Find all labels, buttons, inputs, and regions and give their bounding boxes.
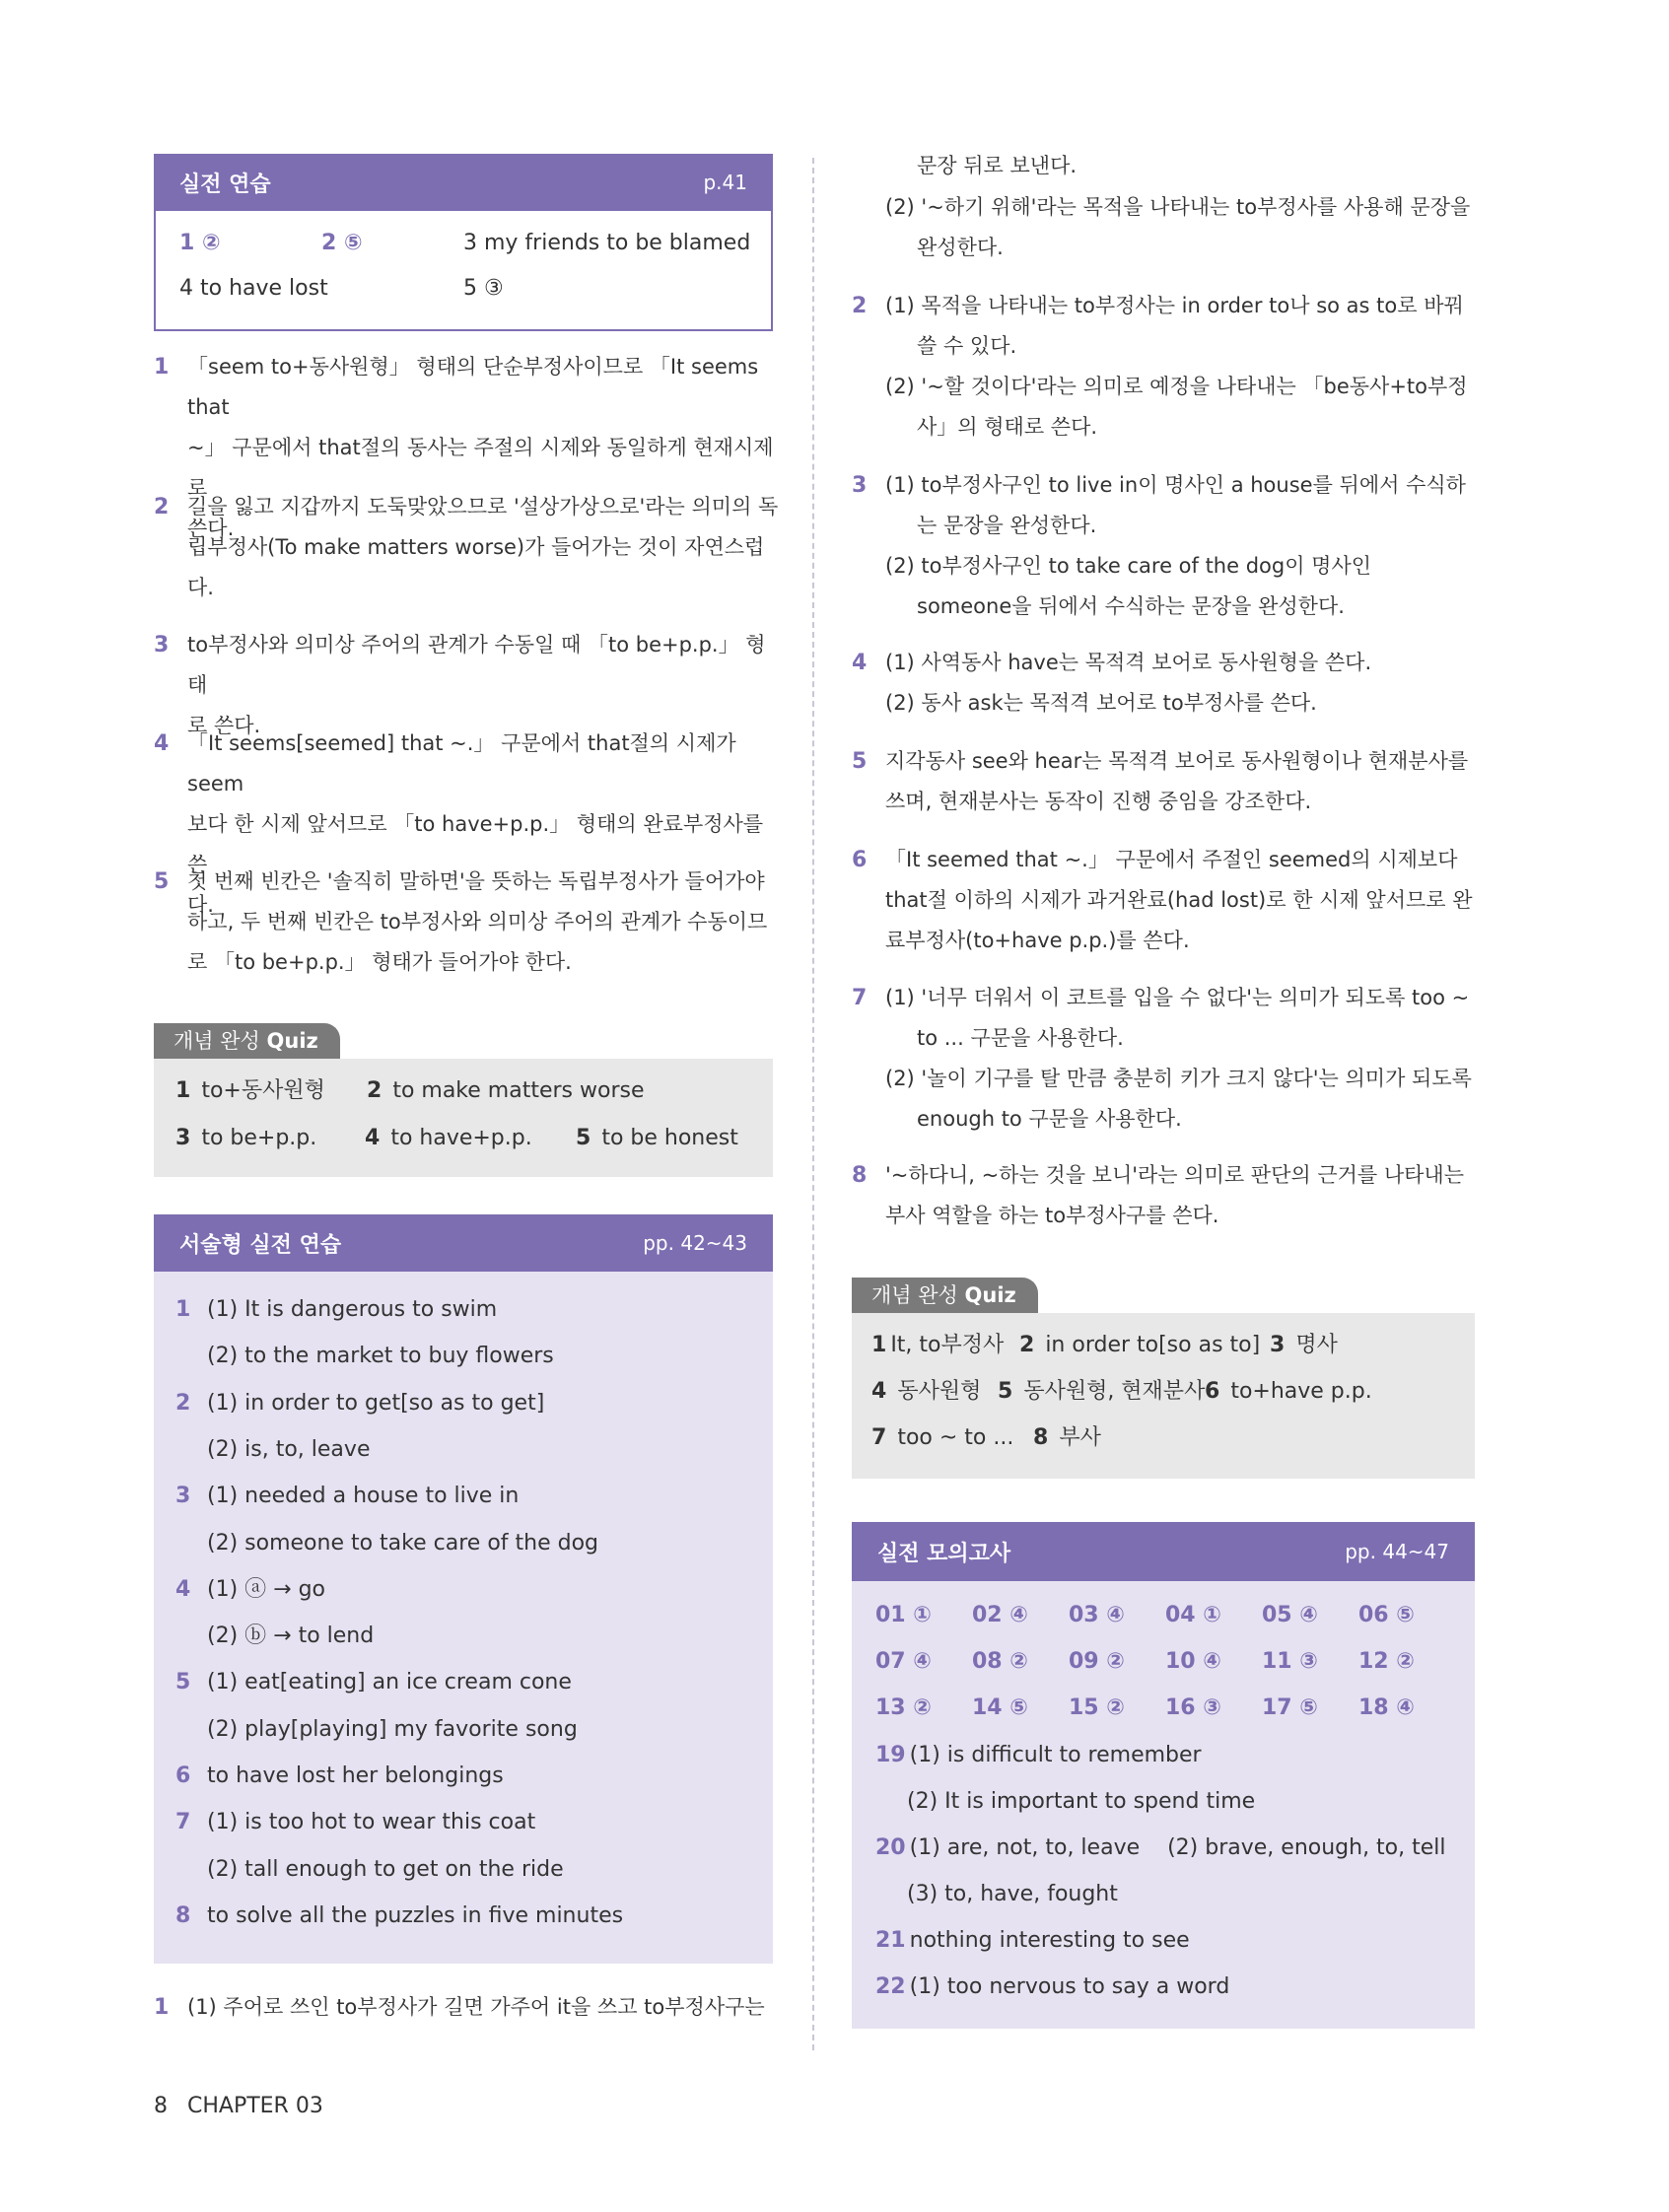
- quiz1-item-4: 4 to have+p.p.: [365, 1126, 532, 1150]
- quiz1-item-2: 2 to make matters worse: [367, 1078, 645, 1103]
- expl-line: 다.: [187, 576, 214, 599]
- practice-expl-5: [154, 862, 785, 983]
- mock-mc-answer: 11 ③: [1262, 1649, 1318, 1674]
- expl-line: 립부정사(To make matters worse)가 들어가는 것이 자연스럽: [187, 535, 765, 559]
- written-header: [154, 1214, 773, 1272]
- mock-mc-answer: 07 ④: [875, 1649, 932, 1674]
- mock-written-line: 21 nothing interesting to see: [875, 1928, 1190, 1953]
- expl-line: 지각동사 see와 hear는 목적격 보어로 동사원형이나 현재분사를: [885, 749, 1469, 773]
- mock-mc-answer: 08 ②: [972, 1649, 1028, 1674]
- expl-line: to부정사와 의미상 주어의 관계가 수동일 때 「to be+p.p.」 형태: [187, 633, 766, 697]
- right-expl-8: [852, 1155, 1483, 1236]
- practice-answer-2: 2 ⑤: [321, 231, 363, 255]
- expl-line: 「It seemed that ~.」 구문에서 주절인 seemed의 시제보다: [885, 848, 1458, 871]
- mock-mc-answer: 10 ④: [1165, 1649, 1221, 1674]
- quiz2-item-1: 1 It, to부정사: [871, 1333, 1005, 1357]
- expl-line: 쓰며, 현재분사는 동작이 진행 중임을 강조한다.: [885, 790, 1312, 813]
- mock-mc-answer: 15 ②: [1069, 1695, 1125, 1720]
- expl-line: 는 문장을 완성한다.: [917, 514, 1097, 537]
- expl-number: 5: [154, 869, 170, 894]
- quiz2-item-8: 8 부사: [1033, 1425, 1101, 1450]
- mock-written-line: (2) It is important to spend time: [907, 1789, 1256, 1814]
- practice-answer-4: 4 to have lost: [179, 276, 328, 301]
- expl-line: 료부정사(to+have p.p.)를 쓴다.: [885, 929, 1190, 952]
- practice-title: 실전 연습: [179, 172, 271, 197]
- expl-number: 3: [852, 473, 868, 498]
- expl-line: 완성한다.: [917, 236, 1004, 259]
- expl-line: '~하다니, ~하는 것을 보니'라는 의미로 판단의 근거를 나타내는: [885, 1163, 1465, 1187]
- written-answers-box: [154, 1272, 773, 1964]
- mock-mc-answer: 13 ②: [875, 1695, 932, 1720]
- written-answer-line: 6 to have lost her belongings: [175, 1763, 504, 1788]
- mock-mc-answer: 03 ④: [1069, 1603, 1125, 1627]
- written-answer-line: (2) ⓑ → to lend: [207, 1624, 375, 1649]
- expl-line: 「seem to+동사원형」 형태의 단순부정사이므로 「It seems that: [187, 355, 759, 419]
- quiz2-item-6: 6 to+have p.p.: [1205, 1379, 1372, 1404]
- quiz1-item-5: 5 to be honest: [576, 1126, 738, 1150]
- expl-line: 「It seems[seemed] that ~.」 구문에서 that절의 시제가 seem: [187, 731, 736, 795]
- mock-mc-answer: 05 ④: [1262, 1603, 1318, 1627]
- mock-mc-answer: 12 ②: [1358, 1649, 1415, 1674]
- expl-number: 3: [154, 633, 170, 657]
- practice-answers-box: [154, 211, 773, 331]
- expl-line: (1) 목적을 나타내는 to부정사는 in order to나 so as to로 바꿔: [885, 294, 1464, 317]
- expl-number: 7: [852, 986, 868, 1010]
- right-expl-3: [852, 465, 1483, 627]
- quiz2-item-2: 2 in order to[so as to]: [1019, 1333, 1261, 1357]
- written-title: 서술형 실전 연습: [179, 1232, 342, 1258]
- practice-expl-2: [154, 487, 785, 608]
- written-answer-line: (2) someone to take care of the dog: [207, 1530, 598, 1555]
- expl-line: 로 「to be+p.p.」 형태가 들어가야 한다.: [187, 950, 572, 974]
- right-expl-7: [852, 978, 1483, 1140]
- mock-written-line: (3) to, have, fought: [907, 1882, 1118, 1906]
- expl-line: 부사 역할을 하는 to부정사구를 쓴다.: [885, 1204, 1219, 1227]
- written-answer-line: (2) play[playing] my favorite song: [207, 1716, 578, 1742]
- mock-title: 실전 모의고사: [877, 1541, 1011, 1566]
- mock-mc-answer: 01 ①: [875, 1603, 932, 1627]
- expl-line: (1) '너무 더워서 이 코트를 입을 수 없다'는 의미가 되도록 too ~: [885, 986, 1470, 1009]
- written-page: pp. 42~43: [643, 1231, 747, 1255]
- quiz1-box: [154, 1059, 773, 1177]
- expl-line: 다.: [187, 893, 214, 917]
- expl-line: 쓴다.: [187, 517, 235, 540]
- right-expl-0: [852, 146, 1483, 186]
- quiz1-tab: 개념 완성 Quiz: [154, 1023, 340, 1059]
- written-answer-line: 3 (1) needed a house to live in: [175, 1484, 520, 1509]
- page-number: 8: [154, 2094, 168, 2118]
- right-expl-1: [852, 187, 1483, 268]
- expl-line: 첫 번째 빈칸은 '솔직히 말하면'을 뜻하는 독립부정사가 들어가야: [187, 869, 765, 893]
- mock-mc-answer: 16 ③: [1165, 1695, 1221, 1720]
- expl-line: (2) 동사 ask는 목적격 보어로 to부정사를 쓴다.: [885, 691, 1317, 715]
- written-answer-line: 8 to solve all the puzzles in five minutes: [175, 1902, 624, 1928]
- mock-written-line: 19 (1) is difficult to remember: [875, 1743, 1202, 1767]
- expl-line: (2) to부정사구인 to take care of the dog이 명사인: [885, 554, 1372, 578]
- quiz1-item-1: 1 to+동사원형: [175, 1078, 325, 1103]
- mock-answers-box: [852, 1581, 1475, 2029]
- mock-mc-answer: 04 ①: [1165, 1603, 1221, 1627]
- expl-line: 문장 뒤로 보낸다.: [917, 154, 1078, 177]
- expl-number: 8: [852, 1163, 868, 1188]
- expl-line: 사」의 형태로 쓴다.: [917, 415, 1098, 439]
- expl-number: 1: [154, 355, 170, 380]
- mock-page: pp. 44~47: [1345, 1540, 1449, 1563]
- quiz2-item-4: 4 동사원형: [871, 1379, 982, 1404]
- expl-line: 쓸 수 있다.: [917, 334, 1017, 358]
- expl-number: 6: [852, 848, 868, 872]
- expl-number: 4: [154, 731, 170, 756]
- quiz2-tab: 개념 완성 Quiz: [852, 1278, 1038, 1313]
- practice-header: [154, 154, 773, 211]
- mock-header: [852, 1522, 1475, 1581]
- expl-line: (2) '~하기 위해'라는 목적을 나타내는 to부정사를 사용해 문장을: [885, 195, 1471, 219]
- expl-line: enough to 구문을 사용한다.: [917, 1107, 1182, 1131]
- expl-line: (1) 사역동사 have는 목적격 보어로 동사원형을 쓴다.: [885, 651, 1372, 674]
- written-answer-line: (2) to the market to buy flowers: [207, 1344, 554, 1369]
- expl-line: (2) '놀이 기구를 탈 만큼 충분히 키가 크지 않다'는 의미가 되도록: [885, 1067, 1472, 1090]
- practice-answer-5: 5 ③: [463, 276, 504, 301]
- written-answer-line: 1 (1) It is dangerous to swim: [175, 1297, 498, 1322]
- right-expl-6: [852, 840, 1483, 961]
- expl-number: 2: [154, 495, 170, 519]
- expl-line: to ... 구문을 사용한다.: [917, 1026, 1124, 1050]
- expl-line: someone을 뒤에서 수식하는 문장을 완성한다.: [917, 594, 1345, 618]
- mock-written-line: 20 (1) are, not, to, leave (2) brave, enough, to, tell: [875, 1835, 1446, 1860]
- quiz2-box: [852, 1313, 1475, 1479]
- written-answer-line: (2) is, to, leave: [207, 1436, 371, 1462]
- expl-line: that절 이하의 시제가 과거완료(had lost)로 한 시제 앞서므로 완: [885, 888, 1473, 912]
- mock-mc-answer: 09 ②: [1069, 1649, 1125, 1674]
- expl-number: 2: [852, 294, 868, 318]
- written-expl-1: 1 (1) 주어로 쓰인 to부정사가 길면 가주어 it을 쓰고 to부정사구는: [154, 1995, 765, 2020]
- right-expl-2: [852, 286, 1483, 448]
- mock-mc-answer: 18 ④: [1358, 1695, 1415, 1720]
- right-expl-5: [852, 741, 1483, 822]
- page-footer: [154, 2094, 323, 2118]
- expl-line: (2) '~할 것이다'라는 의미로 예정을 나타내는 「be동사+to부정: [885, 375, 1468, 398]
- quiz2-item-3: 3 명사: [1270, 1333, 1338, 1357]
- chapter-label: CHAPTER 03: [187, 2094, 323, 2118]
- mock-mc-answer: 02 ④: [972, 1603, 1028, 1627]
- expl-line: ~」 구문에서 that절의 동사는 주절의 시제와 동일하게 현재시제로: [187, 436, 774, 500]
- quiz2-item-7: 7 too ~ to ...: [871, 1425, 1014, 1450]
- quiz2-item-5: 5 동사원형, 현재분사: [998, 1379, 1206, 1404]
- practice-answer-3: 3 my friends to be blamed: [463, 231, 751, 255]
- mock-mc-answer: 17 ⑤: [1262, 1695, 1318, 1720]
- practice-answer-1: 1 ②: [179, 231, 221, 255]
- expl-line: 길을 잃고 지갑까지 도둑맞았으므로 '설상가상으로'라는 의미의 독: [187, 495, 779, 518]
- quiz1-item-3: 3 to be+p.p.: [175, 1126, 317, 1150]
- expl-number: 5: [852, 749, 868, 774]
- expl-line: 로 쓴다.: [187, 714, 261, 737]
- practice-page: p.41: [703, 171, 747, 194]
- mock-mc-answer: 06 ⑤: [1358, 1603, 1415, 1627]
- written-answer-line: 5 (1) eat[eating] an ice cream cone: [175, 1670, 572, 1695]
- written-answer-line: 2 (1) in order to get[so as to get]: [175, 1390, 545, 1416]
- column-divider: [812, 158, 814, 2050]
- right-expl-4: [852, 643, 1483, 724]
- written-answer-line: 7 (1) is too hot to wear this coat: [175, 1810, 536, 1835]
- written-answer-line: 4 (1) ⓐ → go: [175, 1576, 326, 1602]
- expl-line: 하고, 두 번째 빈칸은 to부정사와 의미상 주어의 관계가 수동이므: [187, 910, 768, 933]
- expl-number: 4: [852, 651, 868, 675]
- mock-written-line: 22 (1) too nervous to say a word: [875, 1974, 1230, 1999]
- expl-line: 보다 한 시제 앞서므로 「to have+p.p.」 형태의 완료부정사를 쓴: [187, 812, 764, 876]
- written-answer-line: (2) tall enough to get on the ride: [207, 1856, 564, 1882]
- expl-line: (1) to부정사구인 to live in이 명사인 a house를 뒤에서 수식하: [885, 473, 1466, 497]
- mock-mc-answer: 14 ⑤: [972, 1695, 1028, 1720]
